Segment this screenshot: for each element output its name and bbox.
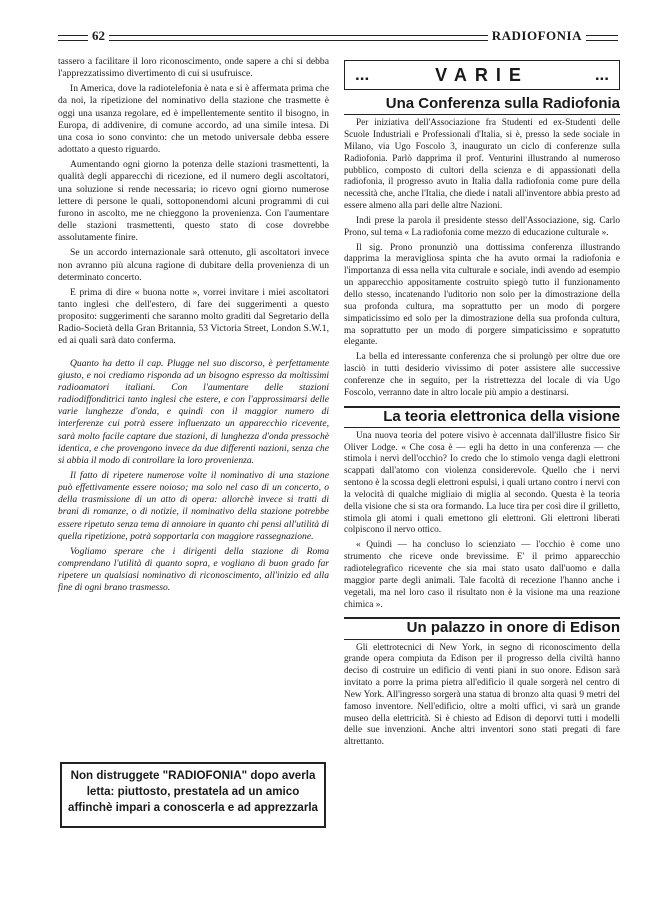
left-column — [58, 56, 329, 598]
section-rule — [344, 639, 620, 640]
paragraph: Gli elettrotecnici di New York, in segno di riconoscimento della grande opera compiuta da Edison per il progresso della civiltà hanno deciso di costruire un edificio di venti piani in suo onore. Edison sarà invitato a porre la prima pietra all'edificio il quale sorgerà nel centro di New York. All'ingresso sorgerà una statua di bronzo alta quasi 9 metri del famoso inventore. Nell'edificio, oltre a molti uffici, vi sarà un grande museo della elettricità. Si è chiesto ad Edison di deporvi tutti i modelli delle sue invenzioni. Anche altri inventori sono stati pregati di fare altrettanto. — [344, 642, 620, 748]
paragraph: E prima di dire « buona notte », vorrei invitare i miei ascoltatori tanto inglesi che dell'estero, di fare dei suggerimenti a questo proposito: suggerimenti che saranno molto graditi dal Segretario della Radio-Società della Gran Britannia, 53 Victoria Street, London S.W.1, ed ai quali sarà dato conferma. — [58, 286, 329, 347]
section-title: Un palazzo in onore di Edison — [406, 619, 620, 637]
section-title: La teoria elettronica della visione — [383, 407, 620, 425]
section-rule — [344, 114, 620, 115]
varie-banner — [344, 60, 620, 90]
paragraph: « Quindi — ha concluso lo scienziato — l'occhio è come uno strumento che riceve onde brevissime. E' il primo apparecchio radiotelegrafico ricevente che sia mai stato usato dall'uomo e dalla maggior parte degli animali. Tale facoltà di recezione l'hanno anche i vegetali, ma nel loro caso il risultato non è la visione ma una reazione chimica ». — [344, 540, 620, 610]
italic-paragraph: Quanto ha detto il cap. Plugge nel suo discorso, è perfettamente giusto, e noi crediamo risponda ad un bisogno espresso da moltissimi radioamatori italiani. Con l'aumentare delle stazioni radiodiffonditrici tanto inglesi che estere, e con l'approssimarsi delle varie lunghezze d'onda, e quindi con il maggior numero di interferenze cui potrà essere influenzato un apparecchio ricevente, sarà molto facile captare due stazioni, di lunghezza d'onda pressochè identica, e che provengono invece da due differenti nazioni, senza che si abbia il modo di controllare la loro provenienza. — [58, 357, 329, 466]
section-title: Una Conferenza sulla Radiofonia — [385, 95, 620, 112]
paragraph: Se un accordo internazionale sarà ottenuto, gli ascoltatori invece non avranno più alcuna ragione di dubitare della provenienza di un determinato concerto. — [58, 247, 329, 283]
editorial-comment — [58, 358, 329, 595]
italic-paragraph: Vogliamo sperare che i dirigenti della stazione di Roma comprendano l'utilità di quanto sopra, e vogliano di buon grado far ripetere un qualsiasi nominativo di riconoscimento, all'inizio ed alla fine di ogni brano trasmesso. — [58, 545, 329, 594]
notice-box: Non distruggete "RADIOFONIA" dopo averla letta: piuttosto, prestatela ad un amico affinchè impari a conoscerla e ad apprezzarla — [60, 762, 326, 828]
varie-title: VARIE — [435, 64, 529, 85]
paragraph: In America, dove la radiotelefonia è nata e si è affermata prima che da noi, la ripetizione del nominativo della stazione che trasmette è oggi una usanza regolare, ed è impellentemente sentito il bisogno, in Europa, di addivenire, di comune accordo, ad una simile intesa. Di una cosa io sono convinto: che un metodo universale debba essere adottato a questo riguardo. — [58, 83, 329, 156]
paragraph: Una nuova teoria del potere visivo è accennata dall'illustre fisico Sir Oliver Lodge. « Che cosa è — egli ha detto in una conferenza — che stimola i nervi dell'occhio? Io credo che lo stimolo venga dagli elettroni scappati dall'atomo con violenza considerevole. Quello che i nervi sentono è la scossa degli elettroni espulsi, i quali urtano contro i nervi con la velocità di qualche migliaio di miglia al secondo. Questa è la teoria della visione che si sta ora formando. La luce tira per così dire il grilletto, stimola gli atomi i quali emettono gli elettroni. Gli elettroni liberati colpiscono il nervo ottico. — [344, 430, 620, 536]
paragraph: Indi prese la parola il presidente stesso dell'Associazione, sig. Carlo Prono, sul tema « La radiofonia come mezzo di educazione culturale ». — [344, 215, 620, 238]
magazine-title: RADIOFONIA — [488, 28, 586, 44]
paragraph: Il sig. Prono pronunziò una dottissima conferenza illustrando dapprima la meravigliosa spinta che ha avuto ormai la radiofonia e l'importanza di essa nella vita culturale e sociale, indi avendo ad esempio un apparecchio appositamente costruito spiegò tutto il funzionamento dello stesso, incatenando l'uditorio non solo per la dimostrazione della sua profonda cultura, ma soprattutto per un modo di porgere simpaticissimo ed solo per la dimostrazione della sua profonda cultura, ma soprattutto per un modo di porgere simpaticissimo e sopratutto elegante. — [344, 242, 620, 348]
paragraph: tassero a facilitare il loro riconoscimento, onde sapere a chi si debba l'apprezzatissimo divertimento di cui si usufruisce. — [58, 56, 329, 80]
paragraph: Per iniziativa dell'Associazione fra Studenti ed ex-Studenti delle Scuole Industriali e Professionali d'Italia, si è, presso la sede sociale in Milano, via Ugo Foscolo 3, inaugurato un ciclo di conferenze sulla Radiofonia. Parlò dapprima il prof. Venturini illustrando al numeroso pubblico, composto di cultori della scienza e di appassionati della radiofonia, il progresso avuto in Italia dalla radiofonia come pure della necessità che, anche l'Italia, che diede i natali all'inventore abbia presto ad essere almeno alla pari delle altre Nazioni. — [344, 118, 620, 212]
banner-dots-left: ... — [355, 64, 370, 84]
italic-paragraph: Il fatto di ripetere numerose volte il nominativo di una stazione può effettivamente essere noioso; ma solo nel caso di un concerto, o della trasmissione di un atto di opera: allorchè invece si tratti di brani di romanze, o di notizie, il nominativo della stazione potrebbe essere ripetuto senza tema di annoiare in quanto chi pensi all'utilità di quella ripetizione, potrà sopportarla con maggiore rassegnazione. — [58, 470, 329, 542]
page-number: 62 — [88, 28, 109, 44]
paragraph: La bella ed interessante conferenza che si prolungò per oltre due ore lasciò in tutti desiderio vivissimo di poter assistere alle successive conferenze che in seguito, per la ristrettezza del locale di via Ugo Foscolo, verranno date in altro locale più ampio a destinarsi. — [344, 352, 620, 398]
banner-dots-right: ... — [594, 64, 609, 84]
section-rule — [344, 427, 620, 428]
page-header — [58, 26, 618, 48]
paragraph: Aumentando ogni giorno la potenza delle stazioni trasmettenti, la qualità degli apparecchi di ricezione, ed il numero degli ascoltatori, una soluzione si rende necessaria; io ricevo ogni giorno numerose lettere di persone le quali, sottoponendomi alcuni programmi di cui furono in ascolto, me ne chieggono la provenienza. Con l'aumentare delle stazioni trasmettenti, questo stato di cose dovrebbe assolutamente finire. — [58, 159, 329, 244]
